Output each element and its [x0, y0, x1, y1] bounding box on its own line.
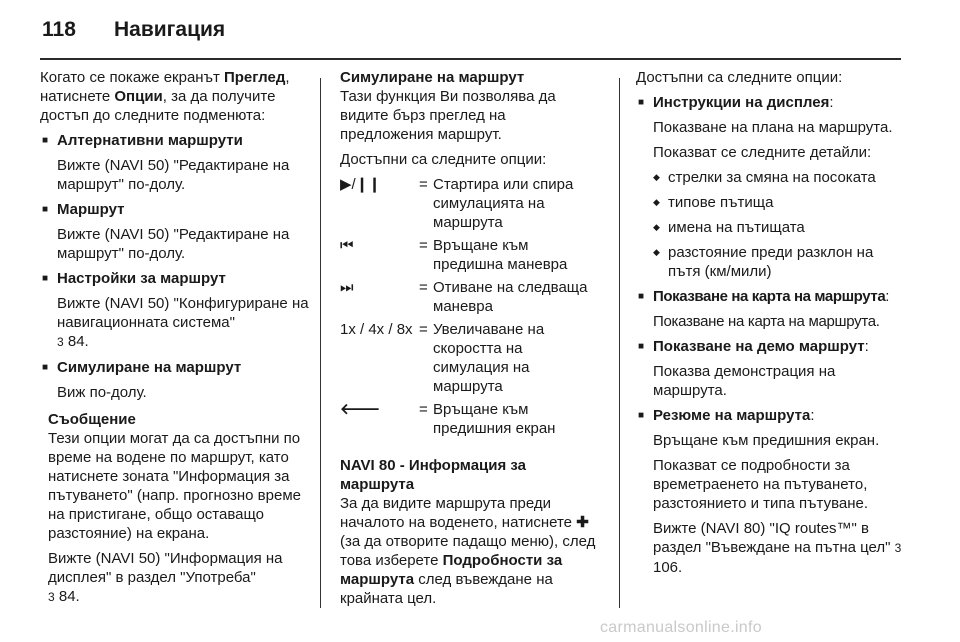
note-block [40, 410, 312, 607]
diamond-icon: ◆ [653, 197, 660, 207]
list-item: ■ Показване на карта на маршрута: [638, 288, 890, 305]
column-divider-2 [619, 78, 620, 608]
ref-arrow-icon: 3 [57, 335, 64, 349]
item-text: Показват се подробности за времетраенето на пътуването, разстоянието и типа пътуване. [653, 457, 869, 512]
item-text: Вижте (NAVI 80) "IQ routes™" в раздел "Въвеждане на пътна цел" 3 106. [653, 520, 902, 576]
route-details-label: Подробности за маршрута [340, 552, 563, 588]
info-title: NAVI 80 - Информация за маршрута [340, 457, 527, 493]
column-2 [340, 68, 600, 614]
option-desc: Увеличаване на скоростта на симулация на маршрута [433, 321, 545, 395]
option-desc: Отиване на следваща маневра [433, 279, 588, 315]
bullet-icon: ■ [42, 204, 49, 215]
list-item: ■ Симулиране на маршрут [42, 359, 242, 376]
page-ref-link[interactable]: 84. [58, 588, 80, 605]
bullet-icon: ■ [638, 97, 645, 108]
diamond-icon: ◆ [653, 172, 660, 182]
previous-icon: ⏮ [340, 237, 354, 254]
bullet-icon: ■ [638, 410, 645, 421]
item-text: Вижте (NAVI 50) "Конфигуриране на навигационната система" 3 84. [57, 295, 309, 350]
option-desc: Стартира или спира симулацията на маршрута [433, 176, 574, 231]
note-see: Вижте (NAVI 50) "Информация на дисплея" в раздел "Употреба" 3 84. [48, 550, 283, 605]
detail-item: ◆ типове пътища [653, 194, 774, 211]
item-text: Виж по-долу. [57, 384, 147, 401]
ref-arrow-icon: 3 [48, 590, 55, 604]
sim-text: Тази функция Ви позволява да видите бърз преглед на предложения маршрут. [340, 88, 556, 143]
item-text: Връщане към предишния екран. [653, 432, 880, 449]
bullet-icon: ■ [638, 341, 645, 352]
list-item: ■ Настройки за маршрут [42, 270, 226, 287]
page-ref-link[interactable]: 106. [653, 559, 683, 576]
item-text: Показват се следните детайли: [653, 144, 872, 161]
info-text: За да видите маршрута преди началото на воденето, натиснете ✚ (за да отворите падащо меню), след това изберете Подробности за маршрута след въвеждане на крайната цел. [340, 495, 596, 607]
sim-options-table: ▶/❙❙ = Стартира или спира симулацията на маршрута ⏮ = Връщане към предишна маневра ⏭ = Отиване на следваща маневра 1x / 4x / 8x = Увеличаване на скоростта на симулация на маршрута 🡐 = Връщане към предишния екран [340, 175, 600, 442]
item-text: Показване на плана на маршрута. [653, 119, 893, 136]
back-arrow-icon: 🡐 [340, 401, 381, 418]
item-text: Показва демонстрация на маршрута. [653, 363, 836, 399]
list-item: ■ Показване на демо маршрут: [638, 338, 869, 355]
list-item: ■ Резюме на маршрута: [638, 407, 815, 424]
play-pause-icon: ▶/❙❙ [340, 176, 381, 193]
detail-item: ◆ имена на пътищата [653, 219, 805, 236]
column-3 [636, 68, 904, 583]
header-rule [40, 58, 901, 60]
item-text: Показване на карта на маршрута. [653, 313, 880, 330]
diamond-icon: ◆ [653, 222, 660, 232]
sim-title: Симулиране на маршрут [340, 69, 525, 86]
bullet-icon: ■ [42, 273, 49, 284]
item-text: Вижте (NAVI 50) "Редактиране на маршрут" по-долу. [57, 226, 290, 262]
options-label: Опции [114, 88, 163, 105]
column-1 [40, 68, 312, 613]
option-desc: Връщане към предишния екран [433, 401, 556, 437]
watermark: carmanualsonline.info [600, 619, 762, 636]
list-item: ■ Инструкции на дисплея: [638, 94, 834, 111]
list-item: ■ Алтернативни маршрути [42, 132, 243, 149]
page-ref-link[interactable]: 84. [67, 333, 89, 350]
preview-label: Преглед [223, 69, 286, 86]
list-item: ■ Маршрут [42, 201, 125, 218]
options-intro: Достъпни са следните опции: [340, 151, 547, 168]
note-title: Съобщение [48, 411, 136, 428]
intro-paragraph: Когато се покаже екранът Преглед, натиснете Опции, за да получите достъп до следните подменюта: [40, 69, 290, 124]
ref-arrow-icon: 3 [894, 541, 902, 555]
section-title: Навигация [114, 18, 226, 41]
speed-label: 1x / 4x / 8x [340, 321, 413, 338]
diamond-icon: ◆ [653, 247, 660, 257]
bullet-icon: ■ [42, 135, 49, 146]
plus-icon: ✚ [576, 514, 589, 531]
next-icon: ⏭ [340, 279, 354, 296]
column-divider-1 [320, 78, 321, 608]
bullet-icon: ■ [42, 362, 49, 373]
page-number: 118 [42, 18, 76, 41]
item-text: Вижте (NAVI 50) "Редактиране на маршрут" по-долу. [57, 157, 290, 193]
option-desc: Връщане към предишна маневра [433, 237, 568, 273]
detail-item: ◆ разстояние преди разклон на пътя (км/мили) [653, 244, 874, 280]
detail-item: ◆ стрелки за смяна на посоката [653, 169, 876, 186]
note-text: Тези опции могат да са достъпни по време на водене по маршрут, като натиснете зоната "Информация за пътуването" (напр. прогнозно време на пристигане, общо оставащо разстояние) на екрана. [48, 430, 301, 542]
bullet-icon: ■ [638, 291, 645, 302]
options-intro: Достъпни са следните опции: [636, 69, 843, 86]
